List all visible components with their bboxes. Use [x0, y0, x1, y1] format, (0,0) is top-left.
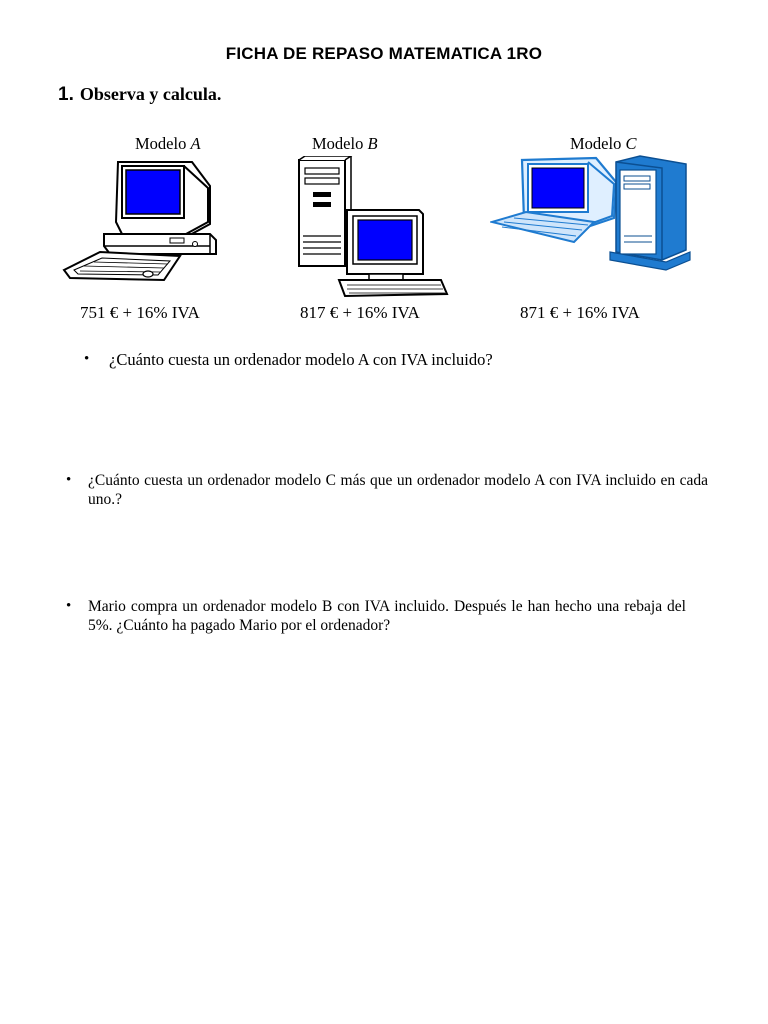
computer-a-icon [60, 158, 220, 283]
price-model-c: 871 € + 16% IVA [520, 303, 640, 322]
question-1 [84, 350, 669, 369]
question-2 [66, 471, 708, 509]
price-model-a: 751 € + 16% IVA [80, 303, 200, 322]
bullet-icon: • [84, 351, 90, 367]
model-a-label: Modelo A [135, 134, 201, 153]
bullet-icon: • [66, 472, 72, 488]
question-3-text: Mario compra un ordenador modelo B con IVA incluido. Después le han hecho una rebaja del 5%. ¿Cuánto ha pagado Mario por el ordenador? [88, 598, 686, 634]
bullet-icon: • [66, 598, 72, 614]
exercise-number: 1. [58, 84, 74, 105]
question-3 [66, 597, 686, 635]
question-2-text: ¿Cuánto cuesta un ordenador modelo C más que un ordenador modelo A con IVA incluido en cada uno.? [88, 472, 708, 508]
question-1-text: ¿Cuánto cuesta un ordenador modelo A con IVA incluido? [109, 350, 493, 369]
computer-c-icon [490, 152, 700, 274]
exercise-heading [58, 84, 221, 106]
worksheet-title: FICHA DE REPASO MATEMATICA 1RO [225, 44, 543, 63]
model-c-label: Modelo C [570, 134, 637, 153]
exercise-instruction: Observa y calcula. [79, 84, 222, 104]
computer-b-icon [295, 156, 455, 298]
model-b-label: Modelo B [312, 134, 378, 153]
price-model-b: 817 € + 16% IVA [300, 303, 420, 322]
